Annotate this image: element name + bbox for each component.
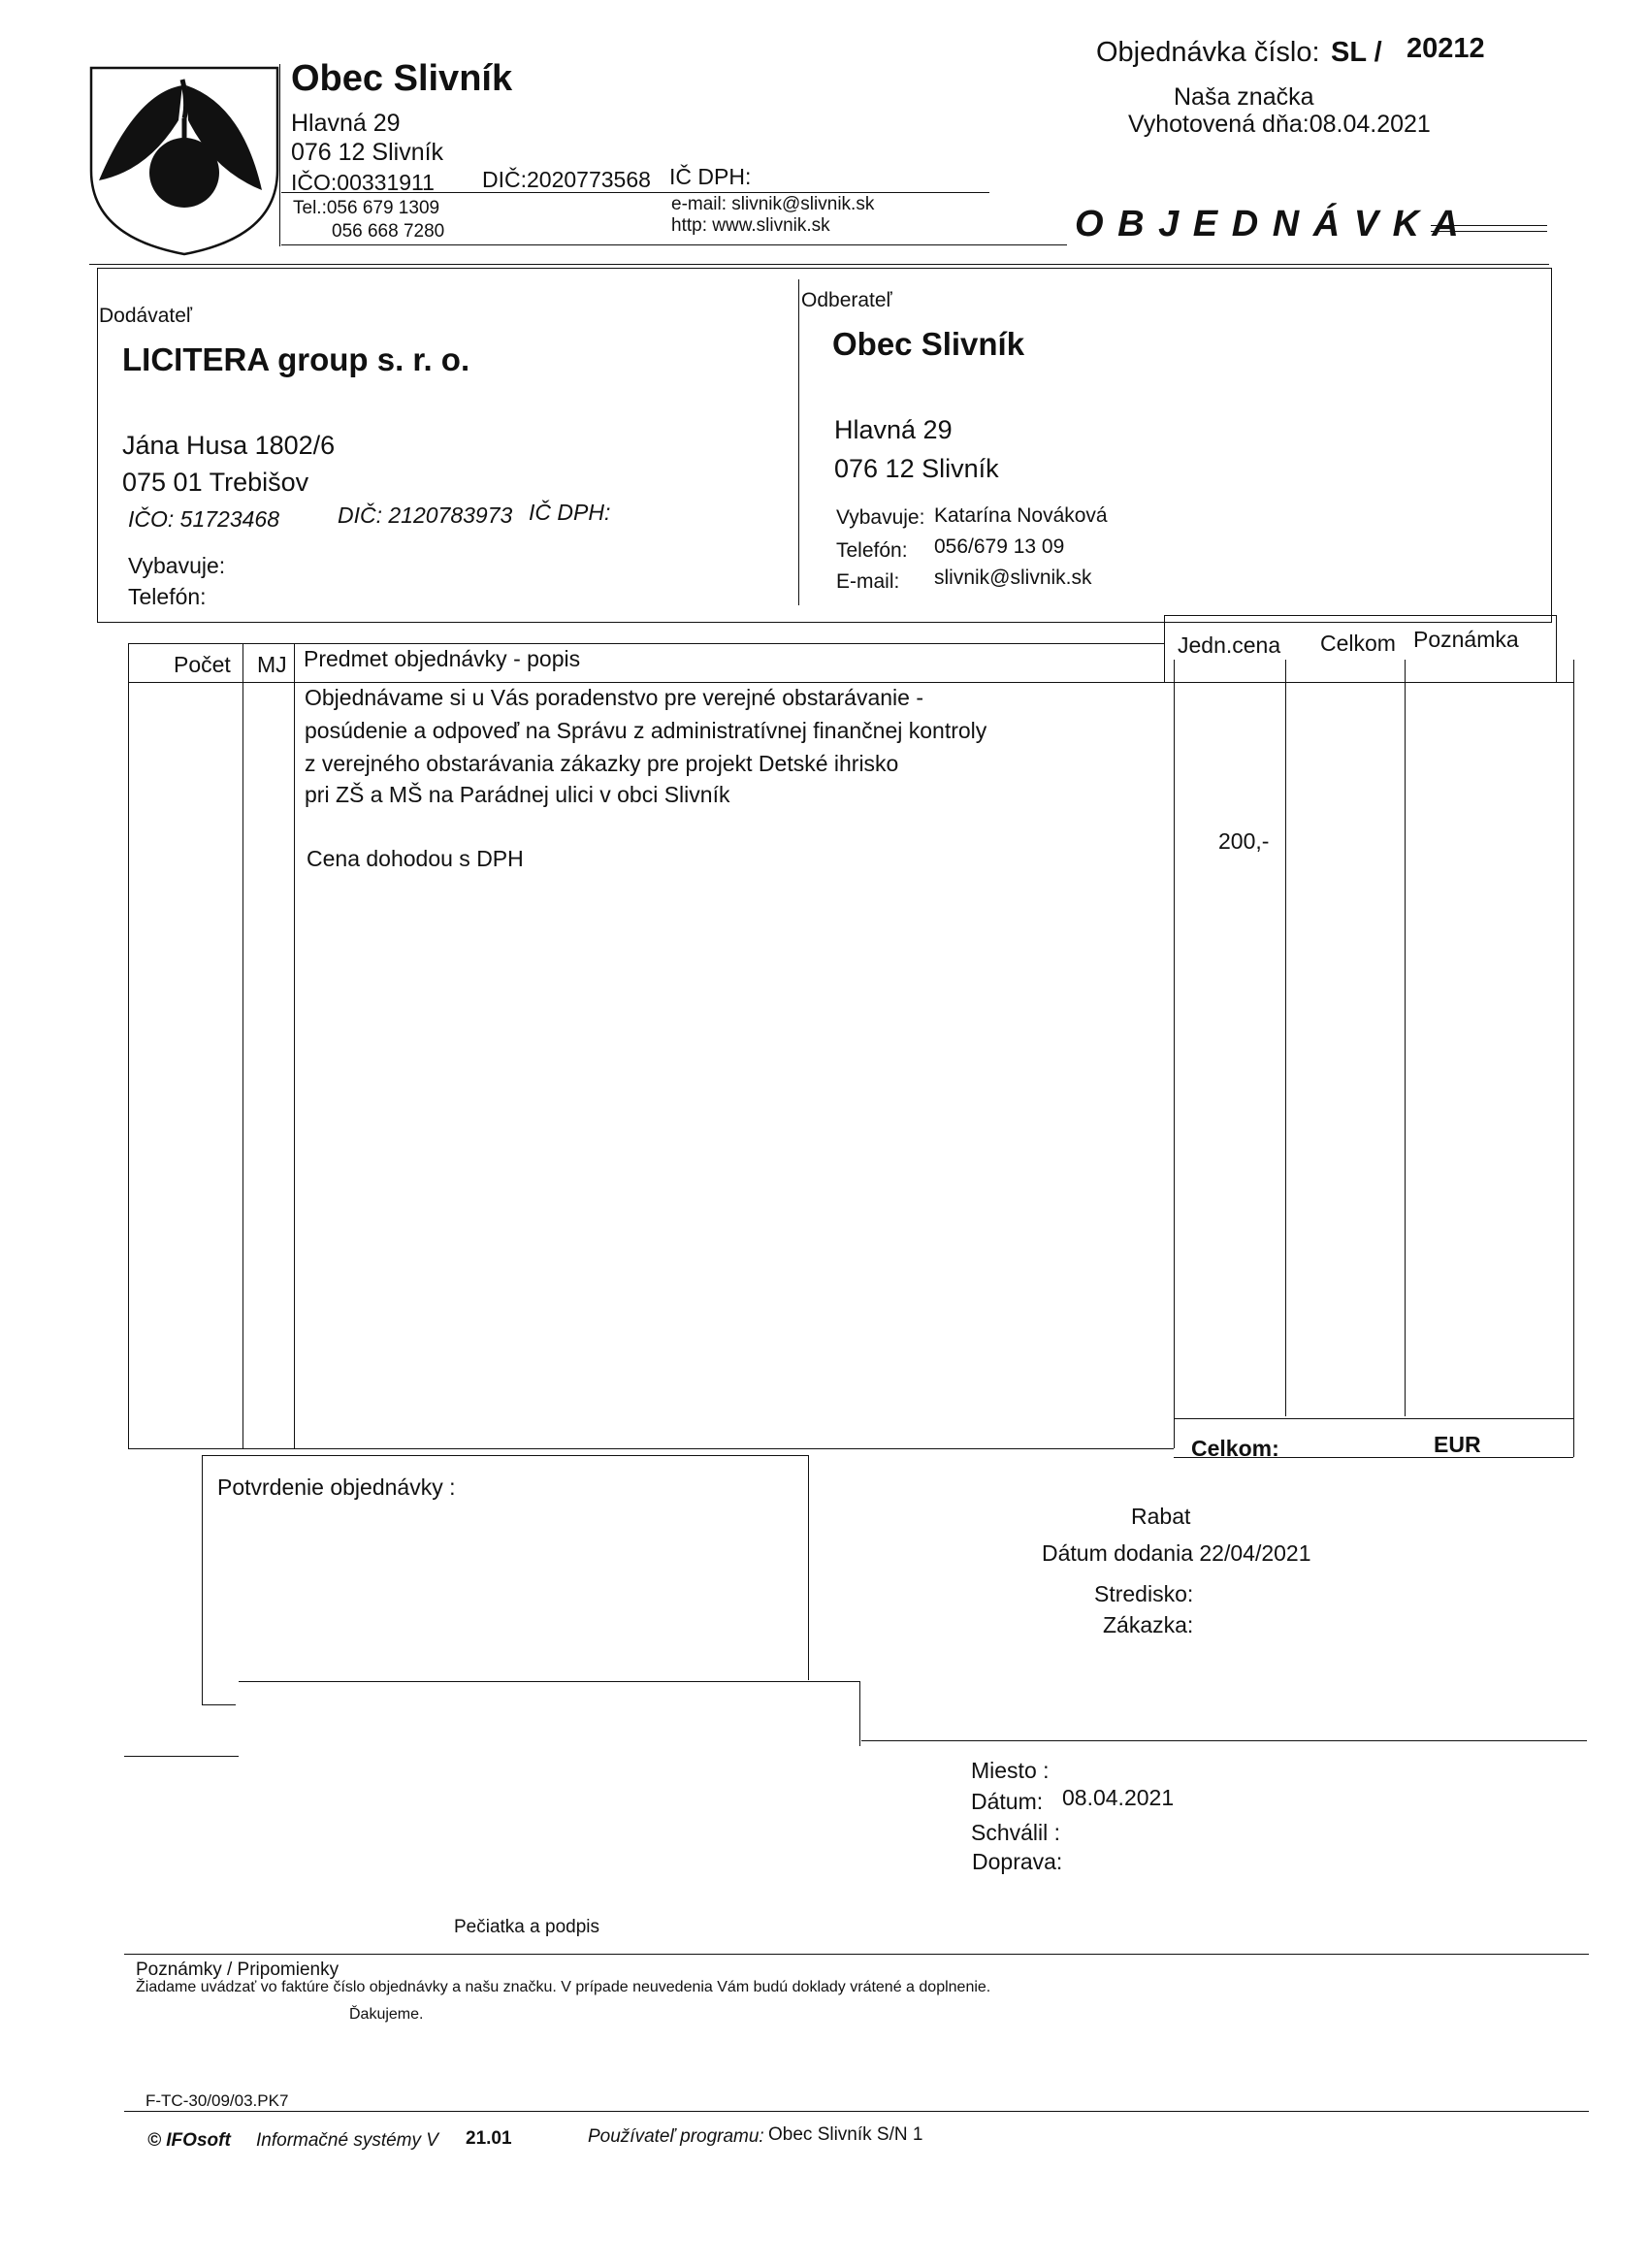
sign-date-value: 08.04.2021 bbox=[1062, 1785, 1175, 1810]
form-code: F-TC-30/09/03.PK7 bbox=[146, 2091, 289, 2110]
col-header-count: Počet bbox=[174, 652, 231, 677]
col-header-note: Poznámka bbox=[1413, 627, 1519, 652]
notes-text: Žiadame uvádzať vo faktúre číslo objednávky a našu značku. V prípade neuvedenia Vám budú doklady vrátené a doplnenie. bbox=[136, 1979, 991, 1995]
item-description-line: posúdenie a odpoveď na Správu z administratívnej finančnej kontroly bbox=[305, 718, 987, 743]
supplier-city: 075 01 Trebišov bbox=[122, 468, 309, 497]
cost-center-label: Stredisko: bbox=[1094, 1581, 1194, 1606]
discount-label: Rabat bbox=[1131, 1504, 1191, 1529]
copyright: © IFOsoft bbox=[147, 2130, 231, 2151]
table-total-label: Celkom: bbox=[1191, 1436, 1279, 1461]
place-label: Miesto : bbox=[971, 1758, 1050, 1783]
customer-name: Obec Slivník bbox=[832, 326, 1025, 362]
delivery-date: Dátum dodania 22/04/2021 bbox=[1042, 1540, 1311, 1566]
supplier-ic-dph: IČ DPH: bbox=[529, 500, 611, 525]
supplier-handled-by: Vybavuje: bbox=[128, 553, 226, 578]
org-phone-2: 056 668 7280 bbox=[332, 221, 445, 242]
software-version: 21.01 bbox=[466, 2128, 512, 2149]
order-number-label: Objednávka číslo: bbox=[1096, 37, 1320, 68]
approved-by-label: Schválil : bbox=[971, 1820, 1061, 1845]
col-header-description: Predmet objednávky - popis bbox=[304, 646, 581, 671]
order-prefix: SL / bbox=[1331, 37, 1382, 68]
item-description-line: pri ZŠ a MŠ na Parádnej ulici v obci Slivník bbox=[305, 782, 730, 807]
org-ic-dph: IČ DPH: bbox=[669, 164, 752, 189]
customer-city: 076 12 Slivník bbox=[834, 454, 999, 483]
item-unit-price: 200,- bbox=[1218, 828, 1270, 854]
customer-phone-value: 056/679 13 09 bbox=[934, 535, 1065, 558]
col-header-unit-price: Jedn.cena bbox=[1178, 632, 1281, 658]
item-description-line: Objednávame si u Vás poradenstvo pre verejné obstarávanie - bbox=[305, 685, 923, 710]
confirmation-label: Potvrdenie objednávky : bbox=[217, 1474, 456, 1500]
stamp-signature-label: Pečiatka a podpis bbox=[454, 1917, 599, 1937]
item-description-line: z verejného obstarávania zákazky pre projekt Detské ihrisko bbox=[305, 751, 899, 776]
notes-title: Poznámky / Pripomienky bbox=[136, 1960, 340, 1980]
order-number: 20212 bbox=[1406, 33, 1485, 64]
col-header-unit: MJ bbox=[257, 652, 287, 677]
org-name: Obec Slivník bbox=[291, 58, 513, 99]
customer-street: Hlavná 29 bbox=[834, 415, 953, 444]
supplier-phone: Telefón: bbox=[128, 584, 207, 609]
program-user-value: Obec Slivník S/N 1 bbox=[768, 2124, 923, 2145]
col-header-total: Celkom bbox=[1320, 631, 1396, 656]
customer-handled-label: Vybavuje: bbox=[836, 506, 925, 529]
org-city: 076 12 Slivník bbox=[291, 139, 444, 166]
customer-email-value: slivnik@slivnik.sk bbox=[934, 567, 1092, 589]
customer-email-label: E-mail: bbox=[836, 570, 900, 593]
org-email: e-mail: slivnik@slivnik.sk bbox=[671, 194, 875, 214]
table-total-currency: EUR bbox=[1434, 1432, 1481, 1457]
issued-date: Vyhotovená dňa:08.04.2021 bbox=[1128, 111, 1431, 138]
customer-label: Odberateľ bbox=[801, 289, 892, 311]
sign-date-label: Dátum: bbox=[971, 1789, 1044, 1814]
org-dic: DIČ:2020773568 bbox=[482, 167, 651, 192]
org-street: Hlavná 29 bbox=[291, 110, 401, 137]
supplier-label: Dodávateľ bbox=[99, 305, 193, 327]
contract-label: Zákazka: bbox=[1103, 1612, 1194, 1637]
coat-of-arms-icon bbox=[87, 64, 281, 258]
systems-label: Informačné systémy V bbox=[256, 2130, 438, 2151]
supplier-name: LICITERA group s. r. o. bbox=[122, 341, 470, 377]
supplier-street: Jána Husa 1802/6 bbox=[122, 431, 336, 460]
org-phone-1: Tel.:056 679 1309 bbox=[293, 198, 440, 218]
item-price-note: Cena dohodou s DPH bbox=[307, 846, 524, 871]
org-website: http: www.slivnik.sk bbox=[671, 215, 830, 236]
customer-handled-value: Katarína Nováková bbox=[934, 504, 1108, 527]
org-ico: IČO:00331911 bbox=[291, 170, 435, 195]
document-title: O B J E D N Á V K A bbox=[1075, 204, 1461, 244]
supplier-ico: IČO: 51723468 bbox=[128, 506, 280, 532]
our-reference: Naša značka bbox=[1174, 83, 1314, 111]
notes-thanks: Ďakujeme. bbox=[349, 2006, 424, 2023]
supplier-dic: DIČ: 2120783973 bbox=[338, 502, 513, 528]
customer-phone-label: Telefón: bbox=[836, 539, 908, 562]
transport-label: Doprava: bbox=[972, 1849, 1063, 1874]
program-user-label: Používateľ programu: bbox=[588, 2126, 764, 2147]
